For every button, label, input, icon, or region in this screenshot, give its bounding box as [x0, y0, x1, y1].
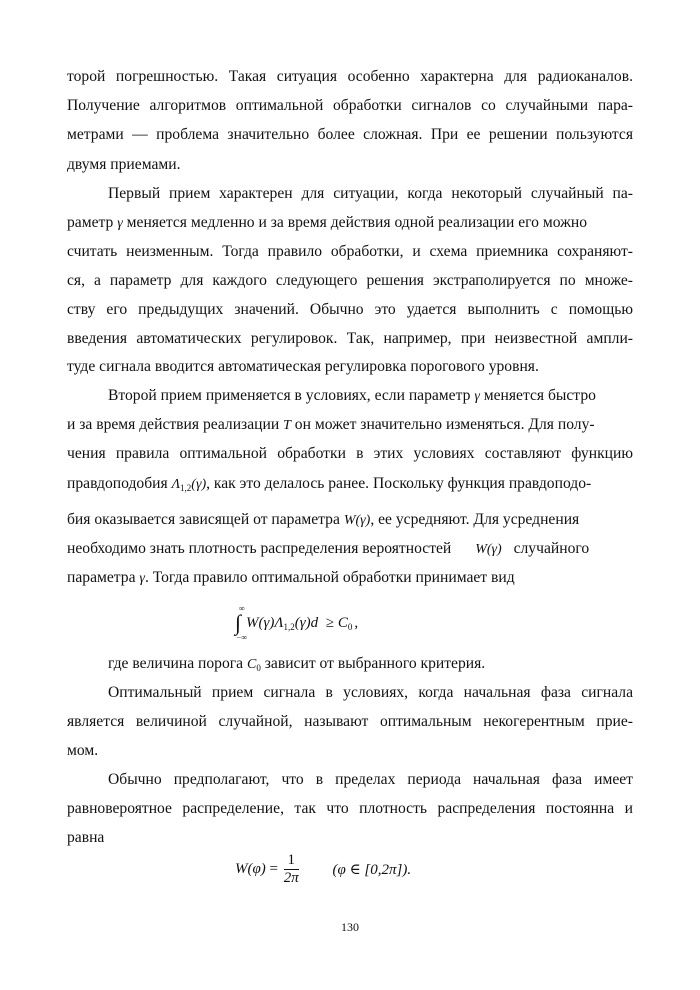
math-geq: ≥: [325, 615, 335, 631]
text-run: бия оказывается зависящей от параметра: [67, 511, 340, 528]
text-line: является величиной случайной, называют оптимальным некогерентным прие-: [67, 713, 633, 730]
text-line: Первый прием характерен для ситуации, когда некоторый случайный па-: [108, 185, 633, 202]
text-run: и за время действия реализации: [67, 416, 280, 433]
text-run: необходимо знать плотность распределения вероятностей: [67, 540, 452, 557]
math-w: W: [475, 542, 487, 557]
text-line: чения правила оптимальной обработки в этих условиях составляют функцию: [67, 445, 633, 462]
math-comma: ,: [354, 615, 359, 631]
text-line: [67, 510, 633, 531]
math-likelihood: [172, 477, 207, 492]
math-w-gamma: [344, 513, 371, 528]
text-line: торой погрешностью. Такая ситуация особенно характерна для радиоканалов.: [67, 68, 633, 85]
text-line: Оптимальный прием сигнала в условиях, когда начальная фаза сигнала: [108, 684, 633, 701]
text-line: [108, 654, 633, 678]
text-run: меняется быстро: [483, 387, 596, 404]
text-line: Получение алгоритмов оптимальной обработки сигналов со случайными пара-: [67, 97, 633, 114]
math-c-sub: 0: [347, 622, 353, 632]
integral-upper-limit: ∞: [239, 604, 245, 613]
text-line: введения автоматических регулировок. Так, например, при неизвестной ампли-: [67, 330, 633, 347]
text-run: меняется медленно и за время действия одной реализации его можно: [126, 214, 588, 231]
text-line: [67, 568, 633, 589]
math-gamma: γ: [474, 389, 480, 404]
math-paren-phi: (φ): [247, 861, 266, 877]
math-w-gamma: [475, 542, 502, 557]
text-run: Второй прием применяется в условиях, если параметр: [108, 387, 471, 404]
text-line: Обычно предполагают, что в пределах периода начальная фаза имеет: [108, 771, 633, 788]
text-run: где величина порога: [108, 655, 244, 672]
integral-lower-limit: −∞: [236, 633, 248, 642]
text-line: равна: [67, 829, 105, 846]
text-line: [108, 386, 633, 407]
text-run: , ее усредняют. Для усреднения: [370, 511, 580, 528]
math-paren-gamma: (γ): [294, 615, 311, 631]
text-line: ся, а параметр для каждого следующего решения экстраполируется по множе-: [67, 272, 633, 289]
text-line: [67, 474, 633, 498]
text-line: [67, 213, 633, 234]
text-line: мом.: [67, 742, 99, 759]
text-run: случайного: [513, 540, 590, 557]
math-lambda-sub: 1,2: [283, 622, 295, 632]
text-line: туде сигнала вводится автоматическая регулировка порогового уровня.: [67, 358, 539, 375]
integral-formula: [235, 606, 395, 640]
integrand: [246, 615, 358, 632]
integral-sign: ∫: [235, 610, 242, 635]
page-number: 130: [341, 920, 359, 934]
math-equals: =: [269, 861, 279, 877]
text-run: раметр: [67, 214, 114, 231]
text-line: считать неизменным. Тогда правило обработки, и схема приемника сохраняют-: [67, 243, 633, 260]
text-line: [67, 415, 633, 436]
math-fraction: [284, 852, 299, 887]
math-w: W: [235, 861, 248, 877]
math-gamma: γ: [139, 571, 145, 586]
text-run: , как это делалось ранее. Поскольку функция правдоподо-: [206, 475, 592, 492]
density-formula: [235, 852, 411, 887]
math-lambda: Λ: [171, 477, 181, 492]
math-w: W: [246, 615, 259, 631]
text-run: . Тогда правило оптимальной обработки принимает вид: [144, 569, 515, 586]
math-d: d: [310, 615, 319, 631]
text-line: ству его предыдущих значений. Обычно это удается выполнить с помощью: [67, 301, 633, 318]
math-lambda-sub: 1,2: [180, 483, 192, 493]
math-w-phi: [235, 861, 266, 877]
math-c-sub: 0: [256, 663, 261, 673]
text-line: метрами — проблема значительно более сложная. При ее решении пользуются: [67, 126, 633, 143]
math-range: (φ ∈ [0,2π]).: [332, 862, 412, 878]
math-c0: [247, 657, 261, 672]
text-run: параметра: [67, 569, 136, 586]
math-w: W: [343, 513, 356, 528]
text-line: [67, 539, 633, 560]
text-run: правдоподобия: [67, 475, 168, 492]
math-paren-gamma: (γ): [191, 477, 207, 492]
math-paren-gamma: (γ): [486, 542, 502, 557]
text-line: равновероятное распределение, так что плотность распределения постоянна и: [67, 800, 633, 817]
text-run: он может значительно изменяться. Для полу-: [294, 416, 595, 433]
fraction-denominator: 2π: [283, 870, 299, 886]
math-paren-gamma: (γ): [258, 615, 275, 631]
text-line: двумя приемами.: [67, 156, 181, 173]
text-run: зависит от выбранного критерия.: [264, 655, 486, 672]
math-paren-gamma: (γ): [355, 513, 371, 528]
math-c: C: [337, 615, 348, 631]
math-c: C: [247, 657, 257, 672]
math-gamma: γ: [117, 216, 123, 231]
math-lambda: Λ: [274, 615, 284, 631]
fraction-numerator: 1: [284, 852, 299, 870]
math-T: T: [283, 418, 291, 433]
